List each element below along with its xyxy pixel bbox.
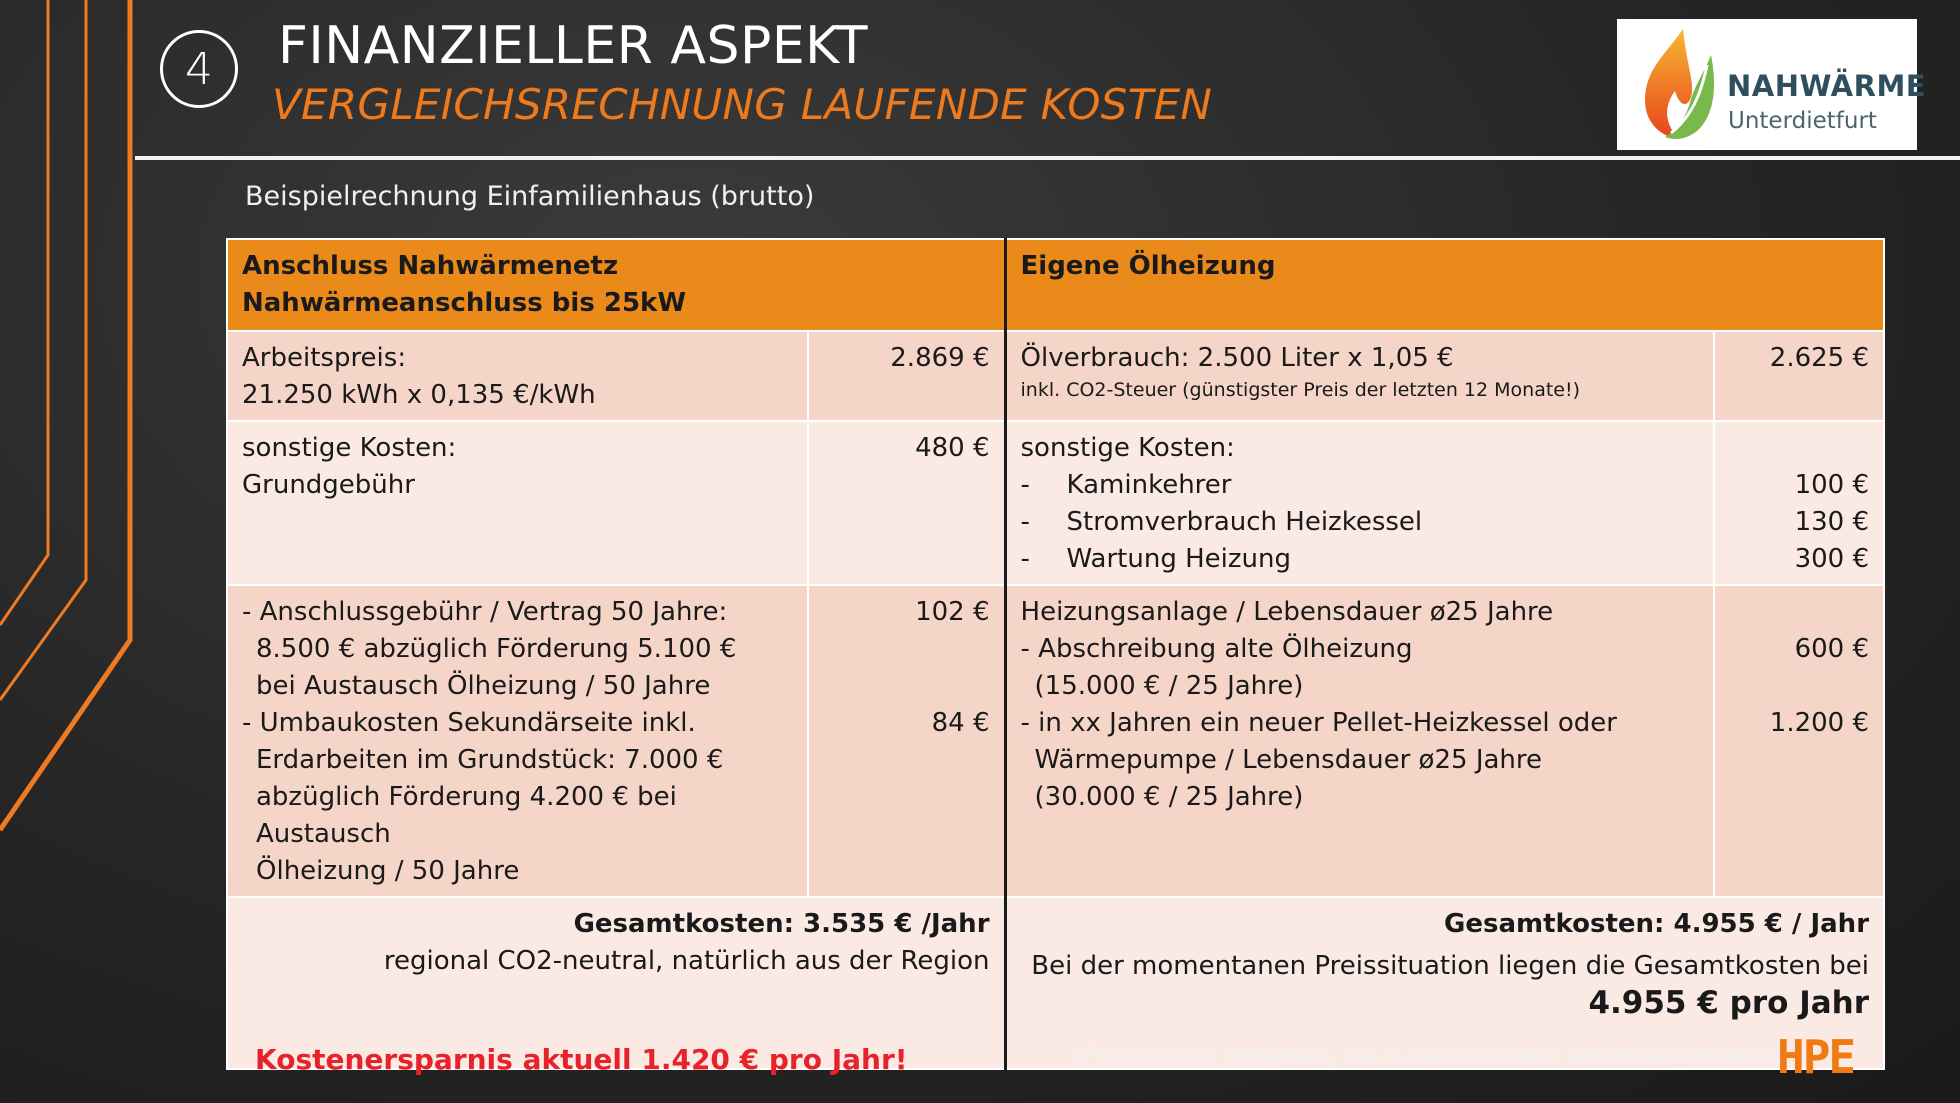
district-heating-header <box>227 239 1005 331</box>
item-amount: 102 € <box>915 597 990 627</box>
cell-text: Erdarbeiten im Grundstück: 7.000 € <box>256 745 724 775</box>
list-item <box>1021 504 1700 541</box>
other-costs-left-cell <box>227 421 808 585</box>
page-subtitle: VERGLEICHSRECHNUNG LAUFENDE KOSTEN <box>272 80 1213 129</box>
cell-text: Wärmepumpe / Lebensdauer ø25 Jahre <box>1034 745 1543 775</box>
cell-text: sonstige Kosten: <box>242 433 457 463</box>
item-label: Stromverbrauch Heizkessel <box>1066 507 1423 537</box>
flame-leaf-icon <box>1635 25 1725 145</box>
header-left-line1: Anschluss Nahwärmenetz <box>242 251 619 281</box>
cell-text: - Umbaukosten Sekundärseite inkl. <box>242 708 696 738</box>
page-title: FINANZIELLER ASPEKT <box>278 16 869 76</box>
cell-text: 21.250 kWh x 0,135 €/kWh <box>242 380 596 410</box>
district-heating-note: regional CO2-neutral, natürlich aus der Region <box>383 946 990 976</box>
cell-text: (15.000 € / 25 Jahre) <box>1034 671 1304 701</box>
item-amount: 84 € <box>931 708 990 738</box>
cell-text: Arbeitspreis: <box>242 343 407 373</box>
district-heating-total: Gesamtkosten: 3.535 € /Jahr <box>573 909 990 939</box>
table-header-row <box>227 239 1884 331</box>
cell-text: - Abschreibung alte Ölheizung <box>1020 634 1413 664</box>
connection-fee-cell <box>227 585 808 897</box>
decorative-lines <box>0 0 140 1103</box>
savings-text: Kostenersparnis aktuell 1.420 € pro Jahr! <box>255 1043 908 1076</box>
item-label: Kaminkehrer <box>1066 470 1232 500</box>
cell-text: bei Austausch Ölheizung / 50 Jahre <box>256 671 711 701</box>
cell-text: Heizungsanlage / Lebensdauer ø25 Jahre <box>1020 597 1554 627</box>
item-amount: 130 € <box>1794 507 1870 537</box>
table-row <box>227 421 1884 585</box>
item-amount: 100 € <box>1794 470 1870 500</box>
oil-heating-total: Gesamtkosten: 4.955 € / Jahr <box>1444 909 1870 939</box>
cell-text: Ölheizung / 50 Jahre <box>256 856 520 886</box>
other-costs-amounts <box>1714 421 1884 585</box>
item-amount: 300 € <box>1794 544 1870 574</box>
list-item <box>1021 467 1700 504</box>
cell-text: - Anschlussgebühr / Vertrag 50 Jahre: <box>242 597 728 627</box>
dash: - <box>1020 507 1030 537</box>
connection-fee-amounts <box>808 585 1005 897</box>
logo-location: Unterdietfurt <box>1728 108 1877 134</box>
dash: - <box>1020 470 1030 500</box>
intro-text: Beispielrechnung Einfamilienhaus (brutto) <box>245 181 815 212</box>
logo-name: NAHWÄRME <box>1727 69 1927 103</box>
base-fee-amount: 480 € <box>808 421 1005 585</box>
cell-text: Grundgebühr <box>242 470 415 500</box>
table-row <box>227 585 1884 897</box>
table-row <box>227 331 1884 421</box>
oil-consumption-amount: 2.625 € <box>1714 331 1884 421</box>
working-price-cell <box>227 331 808 421</box>
section-number-badge: 4 <box>160 30 238 108</box>
cell-footnote: inkl. CO2-Steuer (günstigster Preis der letzten 12 Monate!) <box>1020 379 1581 401</box>
cell-text: 8.500 € abzüglich Förderung 5.100 € <box>256 634 737 664</box>
dash: - <box>1020 544 1030 574</box>
cost-comparison-table <box>226 238 1885 1070</box>
item-amount: 600 € <box>1794 634 1870 664</box>
oil-heating-header: Eigene Ölheizung <box>1005 239 1884 331</box>
oil-heating-yearly-total: 4.955 € pro Jahr <box>1588 985 1870 1021</box>
heating-system-cell <box>1005 585 1714 897</box>
working-price-amount: 2.869 € <box>808 331 1005 421</box>
oil-heating-note: Bei der momentanen Preissituation liegen die Gesamtkosten bei <box>1031 951 1870 981</box>
cell-text: Ölverbrauch: 2.500 Liter x 1,05 € <box>1020 343 1454 373</box>
price-disclaimer: (Preise unter Vorbehalt; nach ausreichender Anschlussnehmerzahl) <box>1075 1044 1816 1069</box>
header-left-line2: Nahwärmeanschluss bis 25kW <box>242 288 687 318</box>
hpe-logo: HPE <box>1777 1030 1855 1084</box>
oil-consumption-cell <box>1005 331 1714 421</box>
list-item <box>1021 541 1700 578</box>
item-label: Wartung Heizung <box>1066 544 1291 574</box>
cell-text: (30.000 € / 25 Jahre) <box>1034 782 1304 812</box>
heating-system-amounts <box>1714 585 1884 897</box>
other-costs-right-cell <box>1005 421 1714 585</box>
header-divider <box>135 156 1960 160</box>
item-amount: 1.200 € <box>1769 708 1870 738</box>
cell-text: abzüglich Förderung 4.200 € bei Austausch <box>256 782 677 849</box>
cell-text: - in xx Jahren ein neuer Pellet-Heizkessel oder <box>1020 708 1617 738</box>
brand-logo <box>1617 19 1927 150</box>
cell-text: sonstige Kosten: <box>1020 433 1235 463</box>
